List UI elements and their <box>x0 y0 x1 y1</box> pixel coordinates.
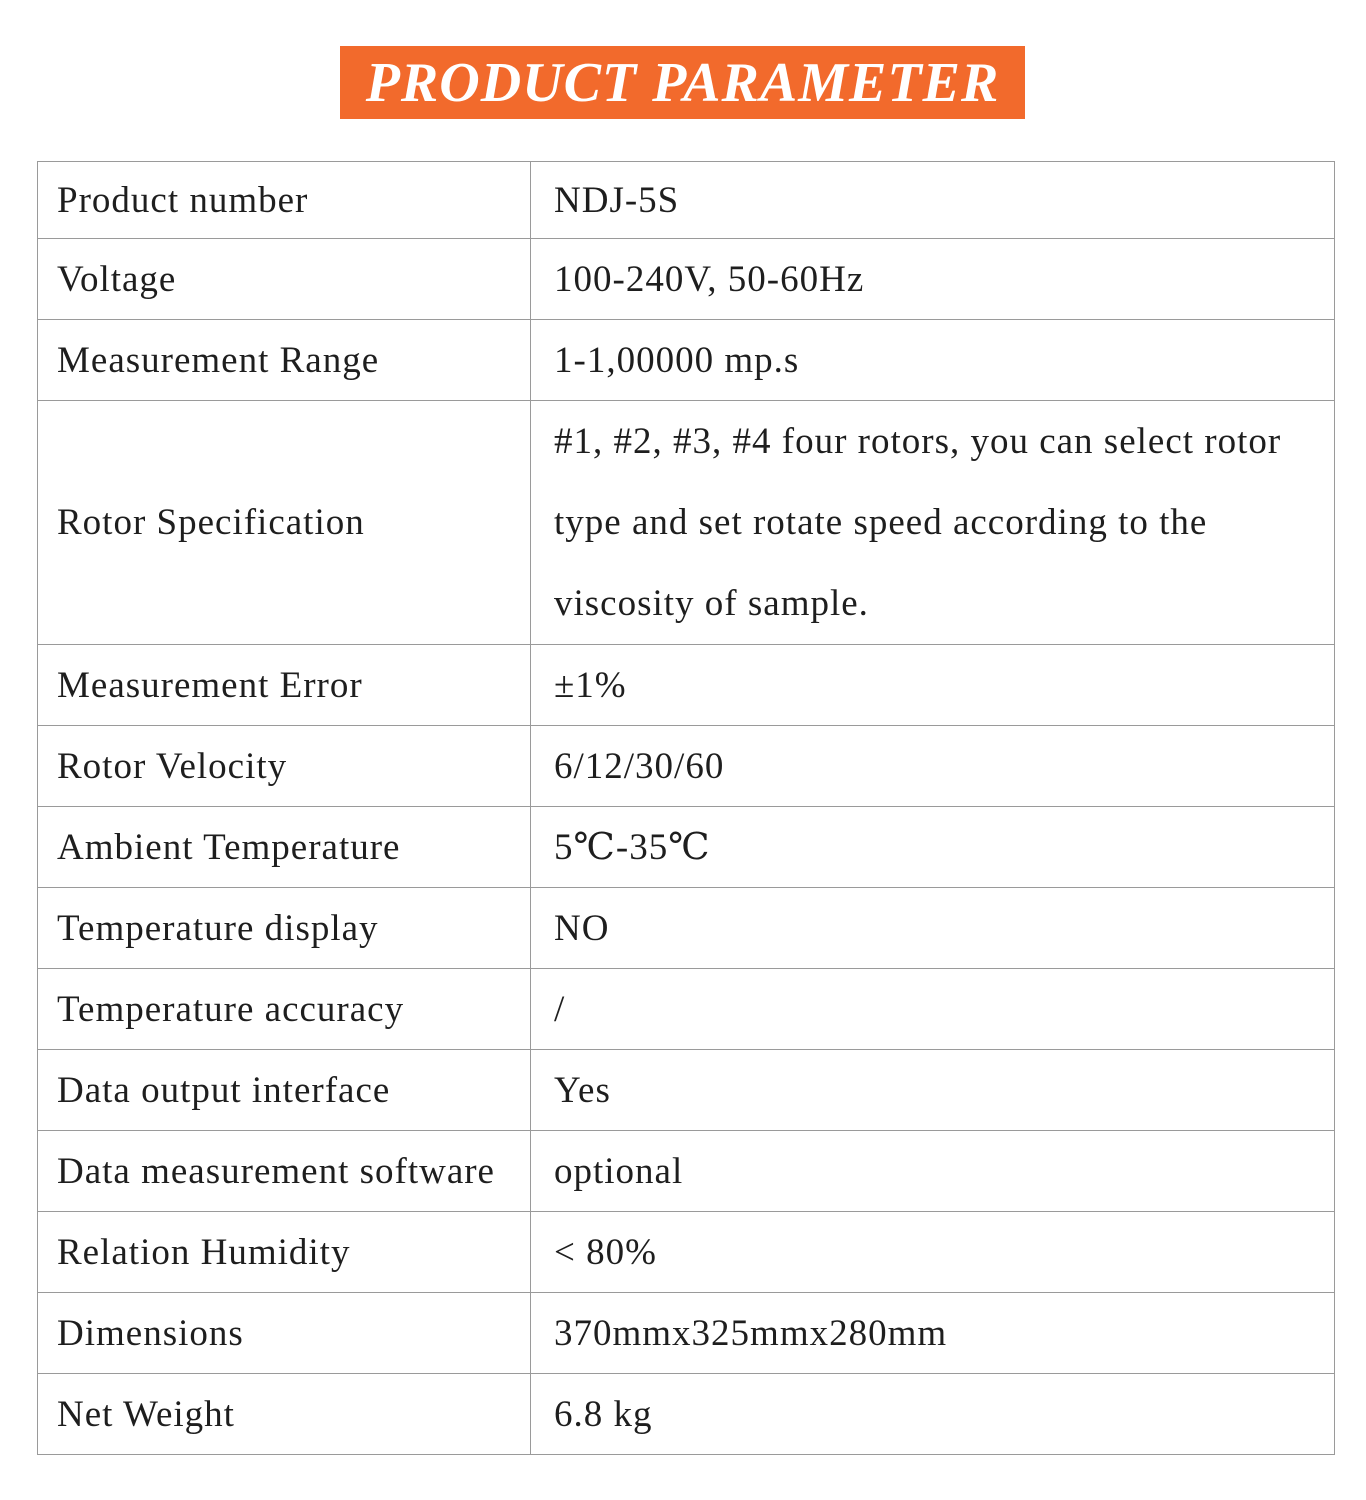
product-parameter-banner <box>340 46 1025 119</box>
table-row <box>38 320 1335 401</box>
table-row <box>38 1131 1335 1212</box>
row-value: 6.8 kg <box>531 1374 1335 1455</box>
row-value: NO <box>531 888 1335 969</box>
row-label: Temperature display <box>38 888 531 969</box>
row-value: 100-240V, 50-60Hz <box>531 239 1335 320</box>
row-label: Data output interface <box>38 1050 531 1131</box>
row-value: 6/12/30/60 <box>531 726 1335 807</box>
row-label: Rotor Velocity <box>38 726 531 807</box>
row-value: Yes <box>531 1050 1335 1131</box>
table-row <box>38 1050 1335 1131</box>
banner-title: PRODUCT PARAMETER <box>365 51 1000 114</box>
table-row <box>38 1293 1335 1374</box>
row-value: #1, #2, #3, #4 four rotors, you can select rotor type and set rotate speed according to the viscosity of sample. <box>531 401 1335 645</box>
row-value: ±1% <box>531 645 1335 726</box>
row-label: Dimensions <box>38 1293 531 1374</box>
row-label: Voltage <box>38 239 531 320</box>
row-label: Rotor Specification <box>38 401 531 645</box>
row-label: Temperature accuracy <box>38 969 531 1050</box>
table-row <box>38 162 1335 239</box>
spec-table <box>37 161 1335 1455</box>
table-row <box>38 807 1335 888</box>
table-row <box>38 888 1335 969</box>
row-label: Net Weight <box>38 1374 531 1455</box>
table-row <box>38 401 1335 645</box>
row-value: optional <box>531 1131 1335 1212</box>
table-row <box>38 645 1335 726</box>
row-value: < 80% <box>531 1212 1335 1293</box>
row-value: 5℃-35℃ <box>531 807 1335 888</box>
table-row <box>38 1212 1335 1293</box>
row-label: Measurement Range <box>38 320 531 401</box>
table-row <box>38 726 1335 807</box>
row-label: Measurement Error <box>38 645 531 726</box>
table-row <box>38 1374 1335 1455</box>
row-value: NDJ-5S <box>531 162 1335 239</box>
row-label: Ambient Temperature <box>38 807 531 888</box>
row-value: / <box>531 969 1335 1050</box>
row-label: Data measurement software <box>38 1131 531 1212</box>
row-label: Product number <box>38 162 531 239</box>
row-value: 370mmx325mmx280mm <box>531 1293 1335 1374</box>
table-row <box>38 239 1335 320</box>
row-label: Relation Humidity <box>38 1212 531 1293</box>
table-row <box>38 969 1335 1050</box>
row-value: 1-1,00000 mp.s <box>531 320 1335 401</box>
